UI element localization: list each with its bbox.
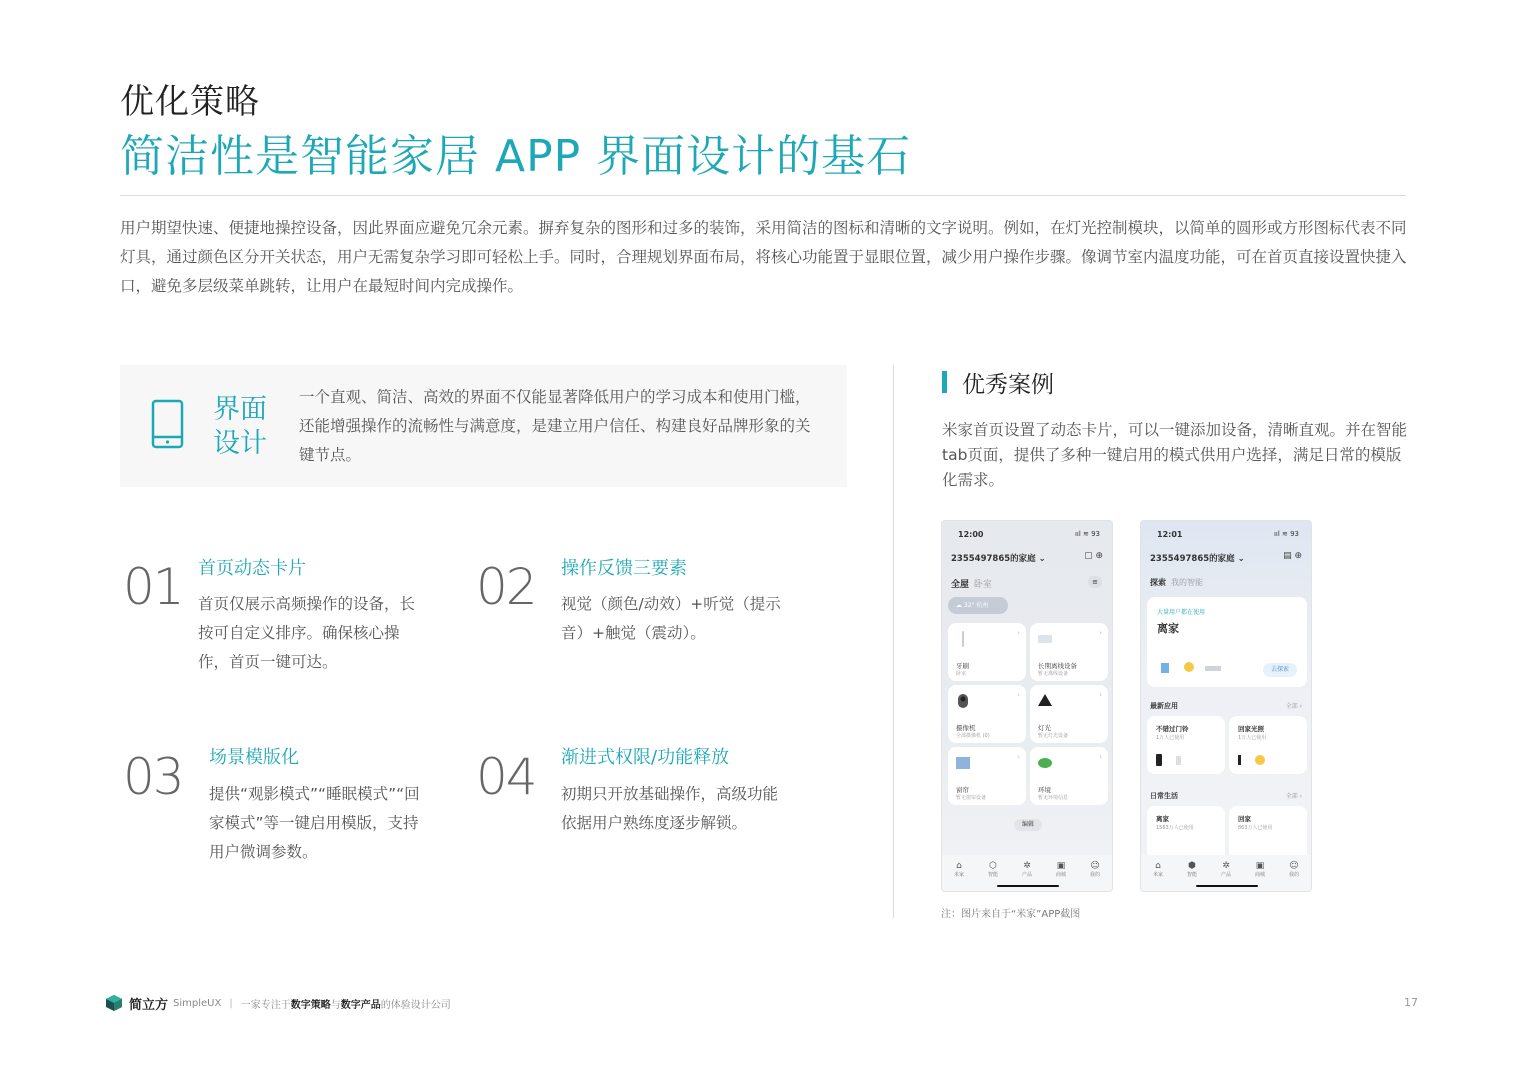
- brand-name: 简立方: [129, 997, 169, 1013]
- callout-title: [213, 393, 273, 461]
- card-sub: 1万人已使用: [1238, 735, 1267, 741]
- tile-sub: 暂无离线设备: [1038, 671, 1069, 677]
- lamp-icon: [1038, 693, 1052, 709]
- mijia-smart-screenshot: [1140, 520, 1312, 892]
- interface-design-callout: [120, 365, 847, 487]
- chevron-right-icon: ›: [1099, 629, 1102, 637]
- case-accent-bar: [942, 371, 947, 393]
- leaf-icon: [1038, 755, 1052, 771]
- card-name: 不错过门铃: [1156, 725, 1189, 733]
- home-indicator: [1196, 885, 1258, 887]
- chevron-right-icon: ›: [1099, 753, 1102, 761]
- tile-sub: 全部摄像机 (0): [956, 733, 990, 739]
- chevron-right-icon: ›: [1017, 629, 1020, 637]
- tab-my-smart: 我的智能: [1171, 578, 1203, 587]
- item-number: 01: [123, 558, 183, 616]
- item-number: 04: [476, 748, 536, 806]
- item-text: 提供“观影模式”“睡眠模式”“回家模式”等一键启用模版，支持用户微调参数。: [209, 785, 420, 861]
- image-source-note: 注：图片来自于“米家”APP截图: [941, 909, 1081, 920]
- nav-store: ▣ 商城: [1248, 861, 1272, 891]
- header-action-icons: ▤ ⊕: [1283, 551, 1302, 561]
- card-name: 离家: [1156, 815, 1169, 823]
- callout-title-line2: 设计: [213, 428, 267, 459]
- nav-products: ✲ 产品: [1015, 861, 1039, 891]
- tagline: 一家专注于数字策略与数字产品的体验设计公司: [240, 999, 451, 1011]
- title-divider: [120, 195, 1406, 196]
- item-title: 首页动态卡片: [198, 558, 306, 579]
- products-icon: ✲: [1222, 861, 1230, 871]
- tile-name: 牙刷: [956, 662, 969, 670]
- item-title: 渐进式权限/功能释放: [561, 747, 730, 768]
- store-icon: ▣: [1056, 861, 1066, 871]
- status-time: 12:00: [958, 530, 984, 539]
- nav-profile: ☺ 我的: [1083, 861, 1107, 891]
- light-bulb-icon: [1238, 754, 1268, 766]
- nav-home: ⌂ 米家: [947, 861, 971, 891]
- home-selector: 2355497865的家庭 ⌄: [1150, 554, 1245, 564]
- profile-icon: ☺: [1289, 861, 1299, 871]
- tile-sub: 卧室: [956, 671, 967, 677]
- tile-sub: 暂无窗帘设备: [956, 795, 987, 801]
- nav-smart: ⬢ 智能: [1180, 861, 1204, 891]
- card-sub: 1563万人已使用: [1156, 825, 1194, 831]
- device-tile: [1030, 747, 1108, 805]
- card-sub: 863万人已使用: [1238, 825, 1273, 831]
- tile-name: 灯光: [1038, 724, 1051, 732]
- tile-name: 长期离线设备: [1038, 662, 1077, 670]
- page-title: 简洁性是智能家居 APP 界面设计的基石: [120, 131, 912, 182]
- smart-icon: ⬢: [1188, 861, 1196, 871]
- doorbell-icon: [1156, 754, 1186, 766]
- card-sub: 1万人已使用: [1156, 735, 1185, 741]
- item-text: 首页仅展示高频操作的设备，长按可自定义排序。确保核心操作，首页一键可达。: [198, 595, 416, 671]
- page-number: 17: [1404, 996, 1418, 1009]
- explore-button: 去探索: [1263, 663, 1297, 677]
- edit-button: 编辑: [1014, 819, 1042, 831]
- profile-icon: ☺: [1090, 861, 1100, 871]
- device-tile: [1030, 685, 1108, 743]
- card-name: 回家光照: [1238, 725, 1264, 733]
- status-time: 12:01: [1157, 530, 1183, 539]
- banner-subtitle: 大量用户都在使用: [1157, 609, 1206, 616]
- curtain-icon: [956, 755, 970, 771]
- simpleux-logo-icon: [105, 994, 123, 1012]
- status-signal-icon: ııl ≋ 93: [1074, 530, 1100, 538]
- home-selector: 2355497865的家庭 ⌄: [951, 554, 1046, 564]
- products-icon: ✲: [1023, 861, 1031, 871]
- item-text: 初期只开放基础操作，高级功能依据用户熟练度逐步解锁。: [561, 785, 779, 832]
- item-number: 02: [476, 558, 536, 616]
- scene-card: [1147, 716, 1225, 774]
- tab-bedroom: 卧室: [974, 580, 993, 590]
- smart-tabs: [1150, 577, 1203, 588]
- toothbrush-icon: [956, 631, 970, 647]
- chevron-right-icon: ›: [1017, 753, 1020, 761]
- nav-profile: ☺ 我的: [1282, 861, 1306, 891]
- page-supertitle: 优化策略: [120, 82, 260, 122]
- device-tile: [948, 623, 1026, 681]
- tab-explore: 探索: [1150, 578, 1166, 587]
- item-number: 03: [123, 748, 183, 806]
- nav-products: ✲ 产品: [1214, 861, 1238, 891]
- offline-device-icon: [1038, 631, 1052, 647]
- scene-card: [1229, 716, 1307, 774]
- camera-icon: [956, 693, 970, 709]
- mobile-phone-icon: [151, 399, 184, 449]
- mijia-home-screenshot: [941, 520, 1113, 892]
- case-text: 米家首页设置了动态卡片，可以一键添加设备，清晰直观。并在智能tab页面，提供了多种一键启用的模式供用户选择，满足日常的模版化需求。: [942, 421, 1408, 489]
- scene-banner: [1147, 597, 1307, 687]
- tab-all-rooms: 全屋: [951, 580, 970, 590]
- tile-name: 环境: [1038, 786, 1051, 794]
- tile-sub: 暂无环境信息: [1038, 795, 1069, 801]
- menu-icon: ≡: [1088, 576, 1102, 588]
- home-icon: ⌂: [956, 861, 962, 871]
- smart-icon: ⬡: [989, 861, 997, 871]
- device-tile: [948, 747, 1026, 805]
- nav-smart: ⬡ 智能: [981, 861, 1005, 891]
- callout-text: 一个直观、简洁、高效的界面不仅能显著降低用户的学习成本和使用门槛，还能增强操作的流畅性与满意度，是建立用户信任、构建良好品牌形象的关键节点。: [299, 388, 811, 464]
- banner-title: 离家: [1157, 622, 1179, 635]
- callout-title-line1: 界面: [213, 394, 267, 425]
- scene-devices-icon: [1161, 661, 1221, 675]
- store-icon: ▣: [1255, 861, 1265, 871]
- item-title: 操作反馈三要素: [561, 558, 687, 579]
- see-all-link: 全部 ›: [1285, 703, 1302, 710]
- tile-sub: 暂无灯光设备: [1038, 733, 1069, 739]
- device-tile: [1030, 623, 1108, 681]
- nav-store: ▣ 商城: [1049, 861, 1073, 891]
- tile-name: 摄像机: [956, 724, 976, 732]
- intro-paragraph: 用户期望快速、便捷地操控设备，因此界面应避免冗余元素。摒弃复杂的图形和过多的装饰，采用简洁的图标和清晰的文字说明。例如，在灯光控制模块，以简单的圆形或方形图标代表不同灯具，通过颜色区分开关状态，用户无需复杂学习即可轻松上手。同时，合理规划界面布局，将核心功能置于显眼位置，减少用户操作步骤。像调节室内温度功能，可在首页直接设置快捷入口，避免多层级菜单跳转，让用户在最短时间内完成操作。: [120, 219, 1407, 295]
- chevron-right-icon: ›: [1099, 691, 1102, 699]
- see-all-link: 全部 ›: [1285, 793, 1302, 800]
- home-indicator: [997, 885, 1059, 887]
- case-title: 优秀案例: [962, 372, 1054, 398]
- brand-name-en: SimpleUX: [173, 997, 222, 1009]
- item-title: 场景模版化: [209, 747, 299, 768]
- column-divider: [893, 365, 894, 918]
- chevron-right-icon: ›: [1017, 691, 1020, 699]
- weather-pill: ☁ 32° 杭州: [948, 597, 1008, 614]
- header-action-icons: ▢ ⊕: [1084, 551, 1103, 561]
- section-latest: 最新应用: [1150, 702, 1178, 710]
- card-name: 回家: [1238, 815, 1251, 823]
- nav-home: ⌂ 米家: [1146, 861, 1170, 891]
- footer: [105, 994, 451, 1012]
- device-tile: [948, 685, 1026, 743]
- section-daily-life: 日常生活: [1150, 792, 1178, 800]
- tile-name: 窗帘: [956, 786, 969, 794]
- footer-separator: |: [229, 997, 233, 1009]
- home-icon: ⌂: [1155, 861, 1161, 871]
- item-text: 视觉（颜色/动效）+听觉（提示音）+触觉（震动）。: [561, 595, 781, 642]
- room-tabs: [951, 577, 992, 590]
- status-signal-icon: ııl ≋ 93: [1273, 530, 1299, 538]
